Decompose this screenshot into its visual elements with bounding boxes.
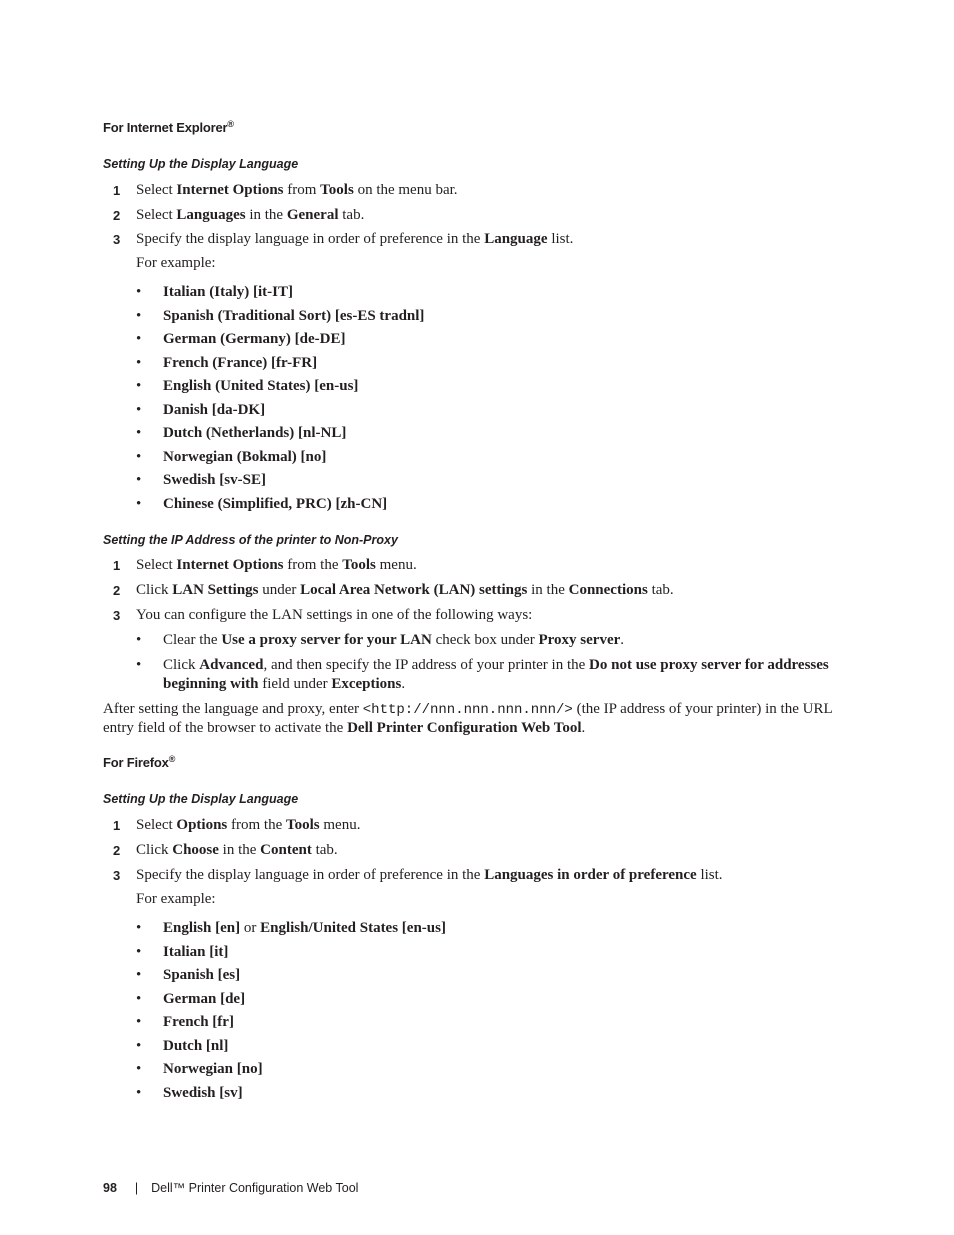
bullet-text: Dutch (Netherlands) [nl-NL] (163, 425, 347, 441)
bullet-icon: • (136, 1014, 142, 1030)
footer-separator: | (134, 1181, 139, 1195)
bullet-text: Danish [da-DK] (163, 402, 266, 418)
bullet-text: German [de] (163, 991, 246, 1007)
step-number: 2 (113, 208, 121, 223)
bullet-text: French [fr] (163, 1014, 234, 1030)
bullet-icon: • (136, 944, 142, 960)
step-text: Specify the display language in order of preference in the Languages in order of preference list. (136, 867, 723, 883)
bullet-icon: • (136, 991, 142, 1007)
footer-title: Dell™ Printer Configuration Web Tool (151, 1181, 359, 1195)
step-text: Specify the display language in order of preference in the Language list. (136, 231, 574, 247)
bullet-text: English (United States) [en-us] (163, 378, 359, 394)
step-number: 2 (113, 583, 121, 598)
ie-proxy-heading: Setting the IP Address of the printer to Non-Proxy (103, 533, 398, 547)
bullet-text: Clear the Use a proxy server for your LAN check box under Proxy server. (163, 632, 625, 648)
step-text: Select Languages in the General tab. (136, 207, 365, 223)
step-number: 1 (113, 818, 121, 833)
printer-url: <http://nnn.nnn.nnn.nnn/> (362, 702, 573, 718)
bullet-text: Norwegian (Bokmal) [no] (163, 449, 327, 465)
bullet-icon: • (136, 284, 142, 300)
bullet-text: Italian [it] (163, 944, 229, 960)
bullet-text: French (France) [fr-FR] (163, 355, 318, 371)
bullet-text: Spanish (Traditional Sort) [es-ES tradnl] (163, 308, 425, 324)
step-text: You can configure the LAN settings in one of the following ways: (136, 607, 533, 623)
step-text: Click LAN Settings under Local Area Network (LAN) settings in the Connections tab. (136, 582, 674, 598)
bullet-icon: • (136, 402, 142, 418)
bullet-icon: • (136, 1085, 142, 1101)
ff-example-label: For example: (136, 891, 216, 907)
ff-display-language-heading: Setting Up the Display Language (103, 792, 299, 806)
web-tool-name: Dell Printer Configuration Web Tool (347, 720, 582, 736)
bullet-icon: • (136, 378, 142, 394)
page-number: 98 (103, 1181, 117, 1195)
bullet-icon: • (136, 425, 142, 441)
step-number: 2 (113, 843, 121, 858)
after-setting-paragraph: After setting the language and proxy, enter <http://nnn.nnn.nnn.nnn/> (the IP address of your printer) in the URL entry field of the browser to activate the Dell Printer Configuration Web Tool. (103, 701, 833, 736)
bullet-text: Spanish [es] (163, 967, 241, 983)
bullet-icon: • (136, 657, 142, 673)
bullet-icon: • (136, 496, 142, 512)
bullet-icon: • (136, 632, 142, 648)
step-number: 3 (113, 608, 121, 623)
bullet-text: Italian (Italy) [it-IT] (163, 284, 293, 300)
bullet-text: German (Germany) [de-DE] (163, 331, 346, 347)
bullet-text: Swedish [sv] (163, 1085, 243, 1101)
step-number: 3 (113, 868, 121, 883)
bullet-icon: • (136, 1038, 142, 1054)
bullet-text: Click Advanced, and then specify the IP address of your printer in the Do not use proxy server for addresses beginning with field under Exceptions. (163, 657, 829, 692)
step-text: Select Options from the Tools menu. (136, 817, 361, 833)
bullet-icon: • (136, 449, 142, 465)
bullet-text: Chinese (Simplified, PRC) [zh-CN] (163, 496, 388, 512)
bullet-icon: • (136, 355, 142, 371)
bullet-icon: • (136, 967, 142, 983)
ie-example-label: For example: (136, 255, 216, 271)
ie-display-language-heading: Setting Up the Display Language (103, 157, 299, 171)
step-number: 1 (113, 183, 121, 198)
bullet-icon: • (136, 331, 142, 347)
bullet-text: Swedish [sv-SE] (163, 472, 266, 488)
step-text: Click Choose in the Content tab. (136, 842, 338, 858)
ff-heading: For Firefox® (103, 754, 176, 770)
bullet-icon: • (136, 1061, 142, 1077)
bullet-icon: • (136, 308, 142, 324)
bullet-icon: • (136, 472, 142, 488)
step-number: 1 (113, 558, 121, 573)
bullet-text: Dutch [nl] (163, 1038, 229, 1054)
bullet-text: Norwegian [no] (163, 1061, 263, 1077)
step-text: Select Internet Options from the Tools menu. (136, 557, 417, 573)
bullet-icon: • (136, 920, 142, 936)
step-number: 3 (113, 232, 121, 247)
step-text: Select Internet Options from Tools on the menu bar. (136, 182, 458, 198)
ie-heading: For Internet Explorer® (103, 119, 234, 135)
page-footer (103, 1181, 358, 1195)
bullet-text: English [en] or English/United States [en-us] (163, 920, 446, 936)
